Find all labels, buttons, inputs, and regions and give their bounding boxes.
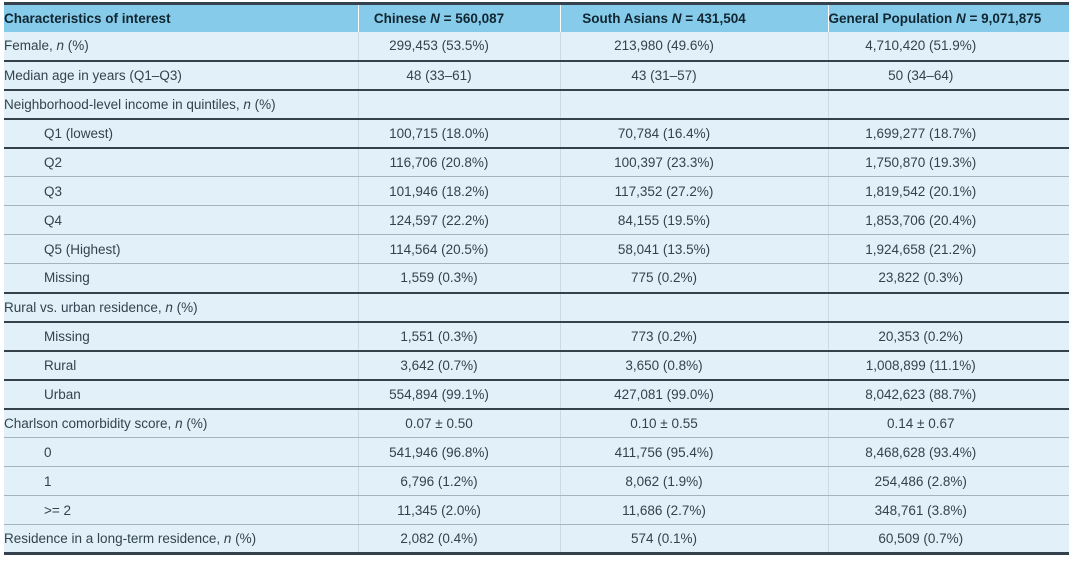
value-cell-south-asians: 8,062 (1.9%) <box>560 467 828 496</box>
value-cell-chinese: 541,946 (96.8%) <box>358 438 560 467</box>
row-label: 1 <box>4 467 358 496</box>
value-cell-chinese: 0.07 ± 0.50 <box>358 409 560 438</box>
value-cell-south-asians: 100,397 (23.3%) <box>560 148 828 177</box>
value-cell-general-population: 1,750,870 (19.3%) <box>828 148 1069 177</box>
value-cell-chinese: 100,715 (18.0%) <box>358 119 560 148</box>
table-header-row <box>4 4 1069 32</box>
value-cell-general-population: 254,486 (2.8%) <box>828 467 1069 496</box>
value-cell-south-asians: 411,756 (95.4%) <box>560 438 828 467</box>
row-label: Median age in years (Q1–Q3) <box>4 61 358 90</box>
value-cell-chinese: 114,564 (20.5%) <box>358 235 560 264</box>
value-cell-south-asians: 773 (0.2%) <box>560 322 828 351</box>
table-row <box>4 438 1069 467</box>
table-row <box>4 496 1069 525</box>
row-label: Q2 <box>4 148 358 177</box>
row-label: Q4 <box>4 206 358 235</box>
value-cell-south-asians: 0.10 ± 0.55 <box>560 409 828 438</box>
value-cell-general-population: 4,710,420 (51.9%) <box>828 32 1069 61</box>
value-cell-south-asians: 70,784 (16.4%) <box>560 119 828 148</box>
value-cell-south-asians: 117,352 (27.2%) <box>560 177 828 206</box>
value-cell-chinese: 1,551 (0.3%) <box>358 322 560 351</box>
row-label: Residence in a long-term residence, n (%) <box>4 525 358 554</box>
table-row <box>4 32 1069 61</box>
characteristics-table <box>4 2 1069 555</box>
value-cell-south-asians: 775 (0.2%) <box>560 264 828 293</box>
value-cell-chinese: 3,642 (0.7%) <box>358 351 560 380</box>
value-cell-chinese: 6,796 (1.2%) <box>358 467 560 496</box>
value-cell-chinese: 11,345 (2.0%) <box>358 496 560 525</box>
table-row <box>4 380 1069 409</box>
row-label: >= 2 <box>4 496 358 525</box>
column-header-south-asians: South Asians N = 431,504 <box>560 4 828 32</box>
row-label: Rural vs. urban residence, n (%) <box>4 293 358 322</box>
value-cell-south-asians <box>560 90 828 119</box>
table-row <box>4 264 1069 293</box>
value-cell-general-population: 348,761 (3.8%) <box>828 496 1069 525</box>
row-label: Q5 (Highest) <box>4 235 358 264</box>
value-cell-general-population: 0.14 ± 0.67 <box>828 409 1069 438</box>
value-cell-chinese: 2,082 (0.4%) <box>358 525 560 554</box>
row-label: Q1 (lowest) <box>4 119 358 148</box>
value-cell-general-population <box>828 293 1069 322</box>
table-row <box>4 119 1069 148</box>
value-cell-south-asians: 213,980 (49.6%) <box>560 32 828 61</box>
value-cell-south-asians <box>560 293 828 322</box>
value-cell-general-population: 1,819,542 (20.1%) <box>828 177 1069 206</box>
row-label: Q3 <box>4 177 358 206</box>
value-cell-general-population: 8,468,628 (93.4%) <box>828 438 1069 467</box>
value-cell-general-population: 23,822 (0.3%) <box>828 264 1069 293</box>
value-cell-south-asians: 574 (0.1%) <box>560 525 828 554</box>
value-cell-chinese <box>358 293 560 322</box>
value-cell-south-asians: 43 (31–57) <box>560 61 828 90</box>
value-cell-chinese: 1,559 (0.3%) <box>358 264 560 293</box>
value-cell-chinese <box>358 90 560 119</box>
value-cell-south-asians: 11,686 (2.7%) <box>560 496 828 525</box>
value-cell-general-population: 1,924,658 (21.2%) <box>828 235 1069 264</box>
value-cell-general-population: 60,509 (0.7%) <box>828 525 1069 554</box>
row-label: Urban <box>4 380 358 409</box>
value-cell-chinese: 101,946 (18.2%) <box>358 177 560 206</box>
value-cell-general-population: 1,853,706 (20.4%) <box>828 206 1069 235</box>
value-cell-chinese: 554,894 (99.1%) <box>358 380 560 409</box>
table-row <box>4 293 1069 322</box>
value-cell-general-population: 20,353 (0.2%) <box>828 322 1069 351</box>
column-header-characteristics: Characteristics of interest <box>4 4 358 32</box>
value-cell-south-asians: 3,650 (0.8%) <box>560 351 828 380</box>
table-row <box>4 235 1069 264</box>
row-label: Female, n (%) <box>4 32 358 61</box>
value-cell-general-population: 1,008,899 (11.1%) <box>828 351 1069 380</box>
table-row <box>4 177 1069 206</box>
table-row <box>4 351 1069 380</box>
column-header-general-population: General Population N = 9,071,875 <box>828 4 1069 32</box>
row-label: Charlson comorbidity score, n (%) <box>4 409 358 438</box>
table-row <box>4 61 1069 90</box>
row-label: Neighborhood-level income in quintiles, n (%) <box>4 90 358 119</box>
value-cell-south-asians: 58,041 (13.5%) <box>560 235 828 264</box>
row-label: Missing <box>4 264 358 293</box>
column-header-chinese: Chinese N = 560,087 <box>358 4 560 32</box>
value-cell-south-asians: 84,155 (19.5%) <box>560 206 828 235</box>
value-cell-chinese: 116,706 (20.8%) <box>358 148 560 177</box>
value-cell-general-population: 8,042,623 (88.7%) <box>828 380 1069 409</box>
table-row <box>4 90 1069 119</box>
value-cell-chinese: 124,597 (22.2%) <box>358 206 560 235</box>
row-label: Missing <box>4 322 358 351</box>
row-label: 0 <box>4 438 358 467</box>
value-cell-general-population: 1,699,277 (18.7%) <box>828 119 1069 148</box>
table-row <box>4 467 1069 496</box>
table-row <box>4 525 1069 554</box>
table-row <box>4 206 1069 235</box>
value-cell-chinese: 299,453 (53.5%) <box>358 32 560 61</box>
value-cell-general-population <box>828 90 1069 119</box>
value-cell-chinese: 48 (33–61) <box>358 61 560 90</box>
value-cell-south-asians: 427,081 (99.0%) <box>560 380 828 409</box>
value-cell-general-population: 50 (34–64) <box>828 61 1069 90</box>
row-label: Rural <box>4 351 358 380</box>
table-row <box>4 409 1069 438</box>
table-row <box>4 322 1069 351</box>
table-row <box>4 148 1069 177</box>
